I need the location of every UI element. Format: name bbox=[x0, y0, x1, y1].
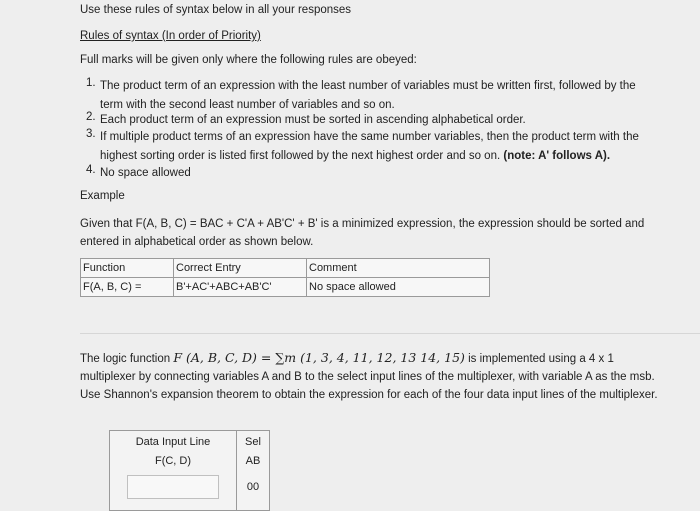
question-line: Use Shannon's expansion theorem to obtain the expression for each of the four data input lines of the multiplexer. bbox=[80, 389, 658, 401]
data-input-subheader: F(C, D) bbox=[154, 455, 192, 467]
data-input-column bbox=[110, 431, 237, 511]
cell-function: F(A, B, C) = bbox=[81, 278, 174, 297]
example-table bbox=[80, 258, 490, 297]
table-row bbox=[81, 278, 490, 297]
table-row bbox=[81, 259, 490, 278]
select-column bbox=[237, 431, 270, 511]
rule-3 bbox=[86, 128, 646, 166]
header-function: Function bbox=[81, 259, 174, 278]
question-suffix: is implemented using a 4 x 1 bbox=[464, 353, 614, 365]
rule-line: highest sorting order is listed first followed by the next highest order and so on. bbox=[100, 150, 501, 162]
rules-title: Rules of syntax (In order of Priority) bbox=[80, 30, 261, 42]
data-input-table bbox=[109, 430, 270, 511]
rule-line: The product term of an expression with the least number of variables must be written first, followed by the bbox=[100, 80, 636, 92]
rule-number: 4. bbox=[86, 164, 96, 176]
sel-header: Sel bbox=[245, 436, 261, 448]
rule-line: No space allowed bbox=[100, 167, 191, 179]
rule-number: 3. bbox=[86, 128, 96, 140]
rule-line: If multiple product terms of an expression have the same number variables, then the product term with the bbox=[100, 131, 639, 143]
example-line: Given that F(A, B, C) = BAC + C'A + AB'C' + B' is a minimized expression, the expression should be sorted and bbox=[80, 218, 645, 230]
rule-1 bbox=[86, 77, 646, 115]
sel-value: 00 bbox=[246, 481, 260, 493]
rule-4 bbox=[86, 164, 646, 183]
example-line: entered in alphabetical order as shown below. bbox=[80, 236, 314, 248]
rule-line: term with the second least number of variables and so on. bbox=[100, 99, 395, 111]
question-text bbox=[80, 349, 690, 404]
cell-comment: No space allowed bbox=[307, 278, 490, 297]
data-input-header: Data Input Line bbox=[135, 436, 211, 448]
full-marks-note: Full marks will be given only where the following rules are obeyed: bbox=[80, 54, 417, 66]
cell-correct-entry: B'+AC'+ABC+AB'C' bbox=[174, 278, 307, 297]
sel-subheader: AB bbox=[245, 455, 261, 467]
section-divider bbox=[80, 333, 700, 334]
header-correct-entry: Correct Entry bbox=[174, 259, 307, 278]
question-line: multiplexer by connecting variables A and B to the select input lines of the multiplexer, with variable A as the msb. bbox=[80, 371, 655, 383]
example-label: Example bbox=[80, 190, 125, 202]
header-instruction: Use these rules of syntax below in all your responses bbox=[80, 4, 352, 16]
question-prefix: The logic function bbox=[80, 353, 174, 365]
header-comment: Comment bbox=[307, 259, 490, 278]
rule-number: 2. bbox=[86, 111, 96, 123]
question-function: F (A, B, C, D) = ∑m (1, 3, 4, 11, 12, 13 14, 15) bbox=[173, 350, 465, 365]
rule-line: Each product term of an expression must be sorted in ascending alphabetical order. bbox=[100, 114, 526, 126]
table-row bbox=[110, 431, 270, 511]
data-input-field[interactable] bbox=[127, 475, 219, 499]
rule-note: (note: A' follows A). bbox=[503, 150, 611, 162]
example-text bbox=[80, 215, 644, 251]
rule-number: 1. bbox=[86, 77, 96, 89]
